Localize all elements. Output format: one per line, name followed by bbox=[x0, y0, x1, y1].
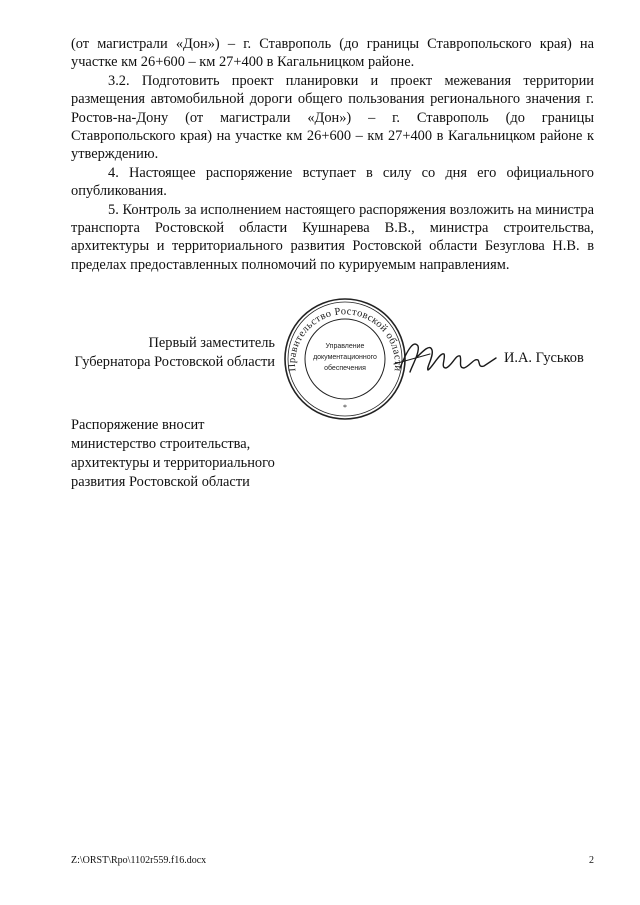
signatory-title-line1: Первый заместитель bbox=[148, 335, 275, 351]
handwritten-signature bbox=[390, 328, 500, 383]
seal-center-line2: документационного bbox=[313, 354, 377, 361]
paragraph-4: 4. Настоящее распоряжение вступает в силу со дня его официального опубликования. bbox=[71, 164, 594, 200]
author-note-line1: Распоряжение вносит bbox=[71, 417, 205, 433]
paragraph-continuation: (от магистрали «Дон») – г. Ставрополь (до границы Ставропольского края) на участке км 26+600 – км 27+400 в Кагальницком районе. bbox=[71, 36, 594, 71]
paragraph-3-2: 3.2. Подготовить проект планировки и проект межевания территории размещения автомобильной дороги общего пользования регионального значения г. Ростов-на-Дону (от магистрали «Дон») – г. Ставрополь (до границы Ставропольского края) на участке км 26+600 – км 27+400 в Кагальницком районе к утверждению. bbox=[71, 72, 594, 163]
author-note-line2: министерство строительства, bbox=[71, 436, 251, 452]
paragraph-5: 5. Контроль за исполнением настоящего распоряжения возложить на министра транспорта Ростовской области Кушнарева В.В., министра строительства, архитектуры и территориального развития Ростовской области Безуглова Н.В. в пределах предоставленных полномочий по курируемым направлениям. bbox=[71, 201, 594, 273]
author-note bbox=[71, 416, 331, 492]
signatory-title-line2: Губернатора Ростовской области bbox=[74, 354, 275, 370]
author-note-line4: развития Ростовской области bbox=[71, 474, 250, 490]
svg-text:Правительство Ростовской облас bbox=[287, 306, 403, 372]
seal-center-line1: Управление bbox=[325, 343, 365, 350]
author-note-line3: архитектуры и территориального bbox=[71, 455, 275, 471]
document-body bbox=[71, 35, 594, 274]
page-number: 2 bbox=[589, 855, 594, 866]
footer-file-path: Z:\ORST\Rpo\1102r559.f16.docx bbox=[71, 855, 207, 866]
signatory-title bbox=[70, 334, 275, 372]
seal-star-icon: * bbox=[343, 403, 347, 412]
signatory-name: И.А. Гуськов bbox=[504, 350, 584, 366]
seal-center-line3: обеспечения bbox=[324, 365, 366, 372]
seal-ring-text: Правительство Ростовской области bbox=[286, 306, 404, 372]
